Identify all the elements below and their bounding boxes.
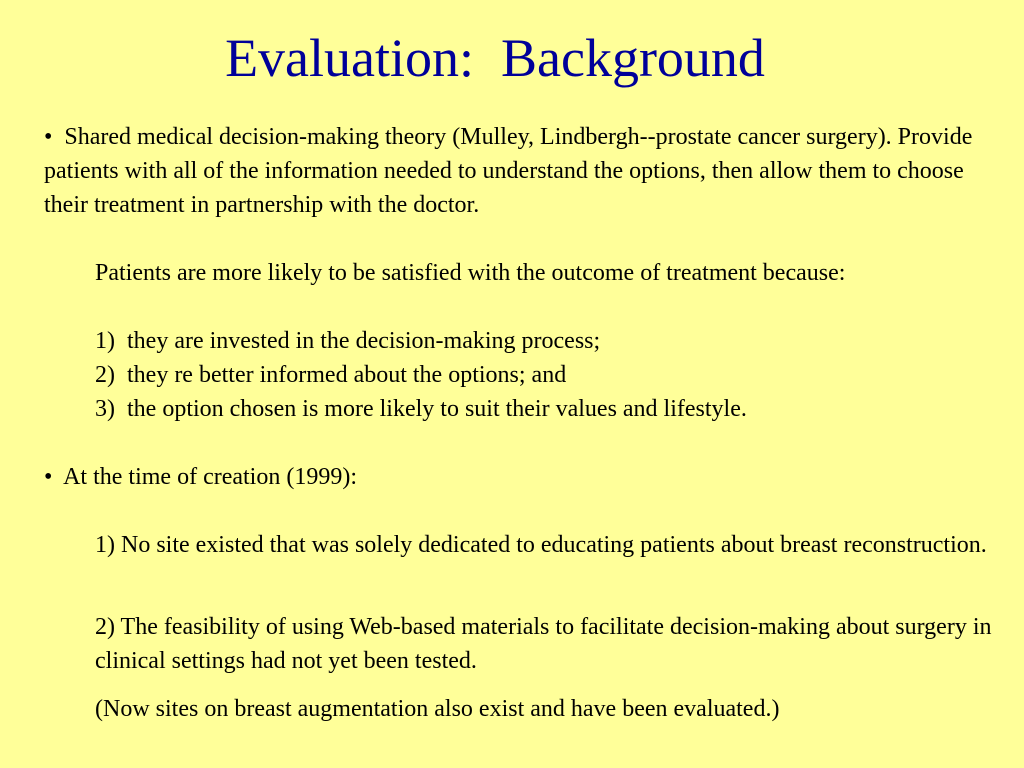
bullet-text: Shared medical decision-making theory (Mulley, Lindbergh--prostate cancer surgery). Provide patients with all of the information needed to understand the options, then allow them to choose their treatment in partnership with the doctor. [44,124,973,218]
list-item: 3) the option chosen is more likely to suit their values and lifestyle. [95,396,747,422]
satisfaction-intro: Patients are more likely to be satisfied with the outcome of treatment because: [95,260,846,286]
bullet-marker: • [44,124,53,150]
bullet-marker: • [44,464,53,490]
augmentation-note: (Now sites on breast augmentation also exist and have been evaluated.) [95,696,780,722]
bullet-time-of-creation [44,460,1004,494]
slide-title: Evaluation: Background [225,28,765,88]
bullet-text: At the time of creation (1999): [63,464,357,490]
finding-feasibility: 2) The feasibility of using Web-based materials to facilitate decision-making about surgery in clinical settings had not yet been tested. [95,614,992,674]
list-item: 2) they re better informed about the options; and [95,362,567,388]
bullet-shared-decision-making [44,120,1004,222]
finding-no-site: 1) No site existed that was solely dedicated to educating patients about breast reconstruction. [95,532,987,558]
reasons-list [95,324,1000,426]
list-item: 1) they are invested in the decision-making process; [95,328,601,354]
